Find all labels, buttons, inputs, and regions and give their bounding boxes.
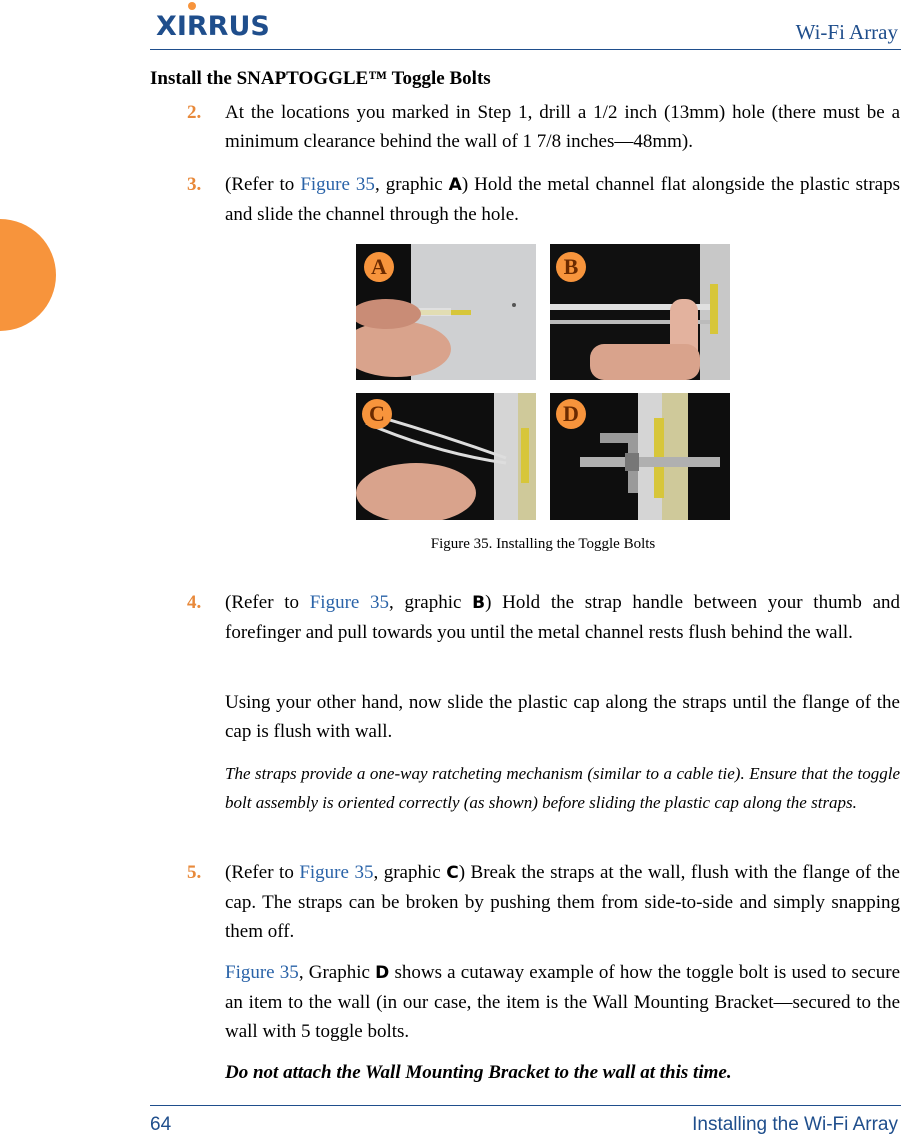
step-5-warning: Do not attach the Wall Mounting Bracket to the wall at this time. — [225, 1062, 732, 1083]
figure-panel-d — [550, 393, 730, 520]
step-number-5: 5. — [187, 862, 202, 883]
page-number: 64 — [150, 1114, 172, 1135]
figure-panel-c — [356, 393, 536, 520]
graphic-letter: A — [448, 175, 462, 195]
figure-panel-b — [550, 244, 730, 380]
panel-d-badge: D — [556, 399, 586, 429]
graphic-letter: D — [375, 963, 390, 983]
step-number-2: 2. — [187, 102, 202, 123]
running-header-title: Wi-Fi Array — [795, 20, 898, 44]
step-number-3: 3. — [187, 174, 202, 195]
figure-35-link[interactable]: Figure 35 — [300, 174, 375, 195]
step-5-text: (Refer to Figure 35, graphic C) Break the straps at the wall, flush with the flange of the cap. The straps can be broken by pushing them from side-to-side and simply snapping them off. — [225, 862, 900, 942]
step-4-text: (Refer to Figure 35, graphic B) Hold the strap handle between your thumb and forefinger and pull towards you until the metal channel rests flush behind the wall. — [225, 592, 900, 643]
chapter-tab-marker — [0, 219, 56, 331]
graphic-letter: B — [472, 593, 486, 613]
panel-a-badge: A — [364, 252, 394, 282]
step-4-paragraph-2: Using your other hand, now slide the plastic cap along the straps until the flange of the cap is flush with wall. — [225, 692, 900, 742]
header-divider — [150, 49, 901, 50]
step-4-note: The straps provide a one-way ratcheting mechanism (similar to a cable tie). Ensure that the toggle bolt assembly is oriented correctly (as shown) before sliding the plastic cap along the straps. — [225, 764, 900, 812]
figure-35-link[interactable]: Figure 35 — [309, 592, 390, 613]
figure-caption: Figure 35. Installing the Toggle Bolts — [430, 536, 656, 552]
step-2-text: At the locations you marked in Step 1, drill a 1/2 inch (13mm) hole (there must be a minimum clearance behind the wall of 1 7/8 inches—48mm). — [225, 102, 900, 152]
panel-c-badge: C — [362, 399, 392, 429]
section-heading: Install the SNAPTOGGLE™ Toggle Bolts — [150, 68, 491, 89]
panel-b-badge: B — [556, 252, 586, 282]
xirrus-logo — [154, 0, 304, 40]
logo-text: XIRRUS — [156, 11, 270, 40]
figure-35 — [356, 244, 730, 520]
footer-divider — [150, 1105, 901, 1106]
figure-panel-a — [356, 244, 536, 380]
figure-35-link[interactable]: Figure 35 — [299, 862, 374, 883]
step-3-text: (Refer to Figure 35, graphic A) Hold the metal channel flat alongside the plastic straps and slide the channel through the hole. — [225, 174, 900, 225]
step-number-4: 4. — [187, 592, 202, 613]
footer-chapter-title: Installing the Wi-Fi Array — [692, 1114, 898, 1135]
step-5-paragraph-2: Figure 35, Graphic D shows a cutaway example of how the toggle bolt is used to secure an item to the wall (in our case, the item is the Wall Mounting Bracket—secured to the wall with 5 toggle bolts. — [225, 962, 901, 1042]
figure-35-link[interactable]: Figure 35 — [225, 962, 299, 983]
graphic-letter: C — [446, 863, 459, 883]
